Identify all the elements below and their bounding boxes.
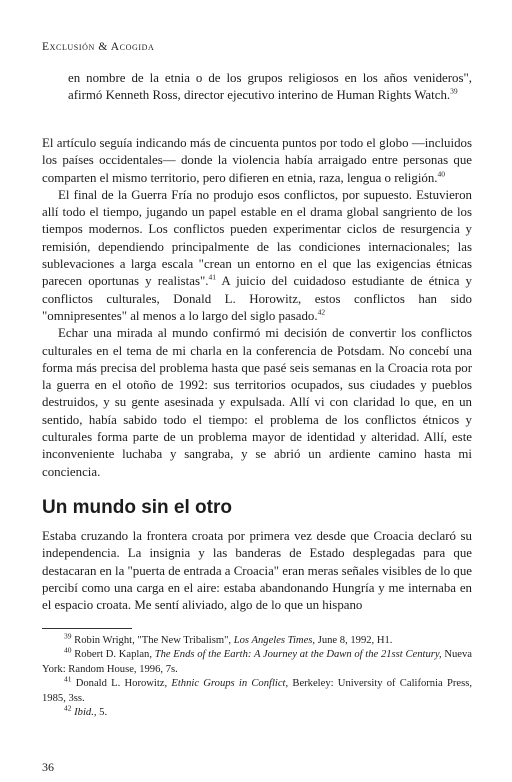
footnote-title: The Ends of the Earth: A Journey at the Dawn of the 21sst Century, bbox=[154, 649, 442, 661]
footnote-number: 40 bbox=[64, 645, 72, 655]
footnote-text: Robert D. Kaplan, bbox=[74, 649, 155, 661]
paragraph-text: El artículo seguía indicando más de cincuenta puntos por todo el globo —incluidos los países occidentales— donde la violencia había arraigado entre personas que comparten el mismo territorio, pero difieren en etnia, raza, lengua o religión. bbox=[42, 136, 472, 185]
footnote-text: Berkeley: University of California Press, 1985, 3ss. bbox=[42, 678, 472, 704]
footnote-ref: 41 bbox=[208, 273, 216, 283]
section-heading: Un mundo sin el otro bbox=[42, 497, 232, 518]
footnote bbox=[42, 645, 472, 677]
quote-text: en nombre de la etnia o de los grupos religiosos en los años venideros", afirmó Kenneth Ross, director ejecutivo interino de Human Rights Watch. bbox=[68, 71, 472, 103]
paragraph bbox=[42, 135, 472, 187]
running-header: Exclusión & Acogida bbox=[42, 41, 155, 53]
page-number: 36 bbox=[42, 760, 54, 774]
footnote-text: Nueva York: Random House, 1996, 7s. bbox=[42, 649, 472, 675]
footnote-title: Los Angeles Times, bbox=[233, 635, 316, 646]
footnote-number: 42 bbox=[64, 703, 72, 713]
footnote-number: 39 bbox=[64, 631, 72, 641]
footnote-text: June 8, 1992, H1. bbox=[315, 635, 393, 646]
footnote-ref: 42 bbox=[317, 307, 326, 317]
footnote-title: Ibid., bbox=[74, 707, 97, 719]
paragraph: Estaba cruzando la frontera croata por primera vez desde que Croacia declaró su independencia. La insignia y las banderas de Estado desplegadas para que destacaran en la "puerta de entrada a Croacia" eran meras señales visibles de lo que percibí como una carga en el aire: estaba abandonando Hungría y me internaba en el espacio croata. Me sentí aliviado, algo de lo que un hispano bbox=[42, 529, 472, 613]
footnote-ref: 40 bbox=[437, 169, 446, 179]
footnote-number: 41 bbox=[64, 674, 72, 684]
paragraph bbox=[42, 325, 472, 481]
footnote bbox=[42, 674, 472, 706]
paragraph-text: Echar una mirada al mundo confirmó mi decisión de convertir los conflictos culturales en el tema de mi charla en la conferencia de Potsdam. No concebí una forma más precisa del problema hasta que pasé seis semanas en la Croacia rota por la guerra en el otoño de 1992: sus territorios ocupados, sus ciudades y pueblos destruidos, y su gente asesinada y expulsada. Allí vi con claridad lo que, en un sentido, había sabido todo el tiempo: el problema de los conflictos étnicos y culturales forma parte de un problema mayor de identidad y alteridad. Allí, este inconveniente luchaba y sangraba, y se abrió un ardiente camino hasta mi conciencia. bbox=[42, 326, 472, 479]
footnote bbox=[42, 631, 472, 648]
paragraph-text: El final de la Guerra Fría no produjo esos conflictos, por supuesto. Estuvieron allí todo el tiempo, jugando un papel estable en el drama global sangriento de los tiempos modernos. Los conflictos pueden experimentar ciclos de resurgencia y remisión, dependiendo principalmente de las condiciones internacionales; las sublevaciones a larga escala "crean un entorno en el que las exigencias étnicas parecen oportunas y realistas". bbox=[42, 187, 472, 289]
footnote bbox=[42, 703, 472, 720]
section-body bbox=[42, 528, 472, 614]
footnote-text: 5. bbox=[96, 707, 108, 719]
footnote-text: Robin Wright, "The New Tribalism", bbox=[74, 635, 234, 646]
footnote-title: Ethnic Groups in Conflict, bbox=[171, 678, 289, 690]
footnote-ref: 39 bbox=[450, 86, 458, 96]
block-quote bbox=[68, 70, 472, 104]
paragraph-text: A juicio del cuidadoso estudiante de étnica y conflictos culturales, Donald L. Horowitz, estos conflictos han sido "omnipresentes" al menos a lo largo del siglo pasado. bbox=[42, 274, 473, 323]
footnote-text: Donald L. Horowitz, bbox=[75, 678, 172, 690]
body-text bbox=[42, 135, 472, 481]
footnotes bbox=[42, 631, 472, 720]
paragraph bbox=[42, 187, 472, 325]
footnote-rule bbox=[42, 628, 132, 629]
